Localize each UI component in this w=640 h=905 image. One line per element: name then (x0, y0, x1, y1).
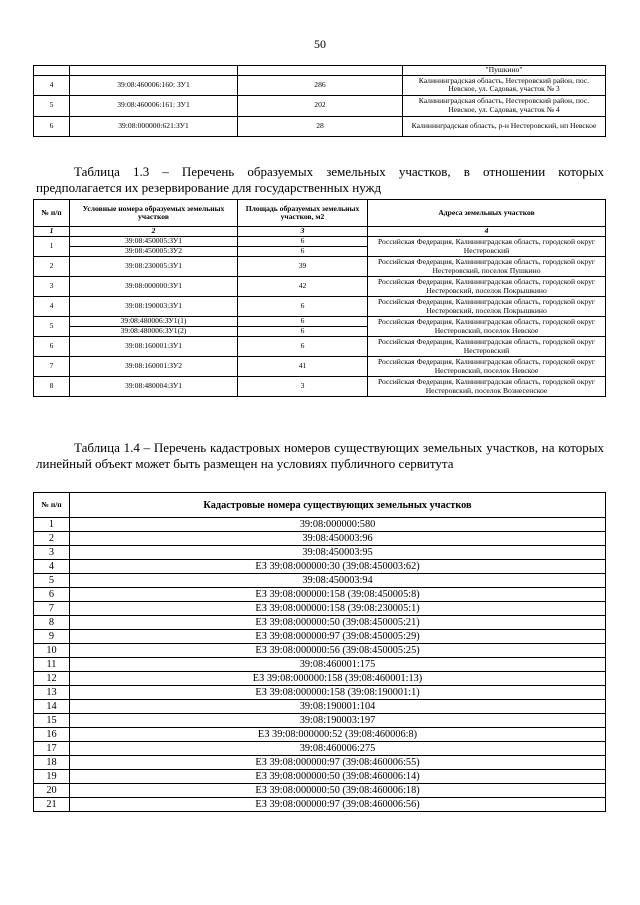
table-row (34, 756, 606, 770)
table-continuation-body (34, 66, 606, 137)
table-row (34, 116, 606, 136)
parcel-number: 39:08:450005:ЗУ2 (70, 247, 238, 257)
table-cell: 39:08:000000:621:ЗУ1 (70, 116, 238, 136)
parcel-address: Российская Федерация, Калининградская область, городской округ Нестеровский (368, 337, 606, 357)
table-row (34, 784, 606, 798)
table-cell: 28 (238, 116, 403, 136)
cadastral-number: ЕЗ 39:08:000000:97 (39:08:460006:55) (70, 756, 606, 770)
cadastral-number: 39:08:000000:580 (70, 518, 606, 532)
row-number: 7 (34, 602, 70, 616)
page-number: 50 (314, 37, 326, 51)
header-area: Площадь образуемых земельных участков, м2 (238, 200, 368, 227)
parcel-number: 39:08:480004:ЗУ1 (70, 377, 238, 397)
header-num: № п/п (34, 493, 70, 518)
table-row (34, 658, 606, 672)
cadastral-number: ЕЗ 39:08:000000:97 (39:08:460006:56) (70, 798, 606, 812)
colnum-1: 1 (34, 227, 70, 237)
table-row (34, 337, 606, 357)
parcel-address: Российская Федерация, Калининградская область, городской округ Нестеровский, поселок Невское (368, 357, 606, 377)
row-number: 7 (34, 357, 70, 377)
row-number: 17 (34, 742, 70, 756)
cadastral-number: ЕЗ 39:08:000000:30 (39:08:450003:62) (70, 560, 606, 574)
table-cell: 4 (34, 75, 70, 95)
table-row (34, 798, 606, 812)
cadastral-number: 39:08:450003:96 (70, 532, 606, 546)
parcel-area: 6 (238, 237, 368, 247)
parcel-area: 3 (238, 377, 368, 397)
table-row (34, 95, 606, 116)
table-row (34, 66, 606, 76)
cadastral-number: ЕЗ 39:08:000000:158 (39:08:230005:1) (70, 602, 606, 616)
row-number: 5 (34, 574, 70, 588)
table-row (34, 237, 606, 247)
parcel-number: 39:08:480006:ЗУ1(2) (70, 327, 238, 337)
cadastral-number: ЕЗ 39:08:000000:56 (39:08:450005:25) (70, 644, 606, 658)
table-row (34, 630, 606, 644)
row-number: 8 (34, 616, 70, 630)
table-row (34, 257, 606, 277)
header-cadastral: Кадастровые номера существующих земельных участков (70, 493, 606, 518)
table-cell: Калининградская область, р-н Нестеровский, нп Невское (403, 116, 606, 136)
cadastral-number: 39:08:460001:175 (70, 658, 606, 672)
table-row (34, 277, 606, 297)
table-row (34, 518, 606, 532)
row-number: 4 (34, 297, 70, 317)
parcel-area: 6 (238, 337, 368, 357)
colnum-4: 4 (368, 227, 606, 237)
parcel-address: Российская Федерация, Калининградская область, городской округ Нестеровский, поселок Вознесенское (368, 377, 606, 397)
parcel-number: 39:08:190003:ЗУ1 (70, 297, 238, 317)
parcel-address: Российская Федерация, Калининградская область, городской округ Нестеровский, поселок Пушкино (368, 257, 606, 277)
table-1-3-caption-text: Таблица 1.3 – Перечень образуемых земельных участков, в отношении которых предполагается их резервирование для государственных нужд (36, 164, 604, 195)
table-row (34, 377, 606, 397)
row-number: 13 (34, 686, 70, 700)
row-number: 8 (34, 377, 70, 397)
cadastral-number: 39:08:190001:104 (70, 700, 606, 714)
row-number: 19 (34, 770, 70, 784)
parcel-area: 6 (238, 247, 368, 257)
table-row (34, 574, 606, 588)
table-row (34, 546, 606, 560)
cadastral-number: ЕЗ 39:08:000000:158 (39:08:190001:1) (70, 686, 606, 700)
table-1-4-caption-text: Таблица 1.4 – Перечень кадастровых номеров существующих земельных участков, на которых линейный объект может быть размещен на условиях публичного сервитута (36, 440, 604, 471)
row-number: 2 (34, 257, 70, 277)
table-cell: 39:08:460006:161: ЗУ1 (70, 95, 238, 116)
cadastral-number: 39:08:460006:275 (70, 742, 606, 756)
header-address: Адреса земельных участков (368, 200, 606, 227)
parcel-number: 39:08:450005:ЗУ1 (70, 237, 238, 247)
row-number: 3 (34, 546, 70, 560)
row-number: 12 (34, 672, 70, 686)
table-cell (238, 66, 403, 76)
table-1-4 (33, 492, 606, 812)
cadastral-number: ЕЗ 39:08:000000:50 (39:08:460006:18) (70, 784, 606, 798)
row-number: 15 (34, 714, 70, 728)
table-cell: Калининградская область, Нестеровский район, пос. Невское, ул. Садовая, участок № 3 (403, 75, 606, 95)
cadastral-number: 39:08:450003:95 (70, 546, 606, 560)
table-1-4-caption (36, 440, 604, 472)
parcel-area: 41 (238, 357, 368, 377)
row-number: 11 (34, 658, 70, 672)
cadastral-number: ЕЗ 39:08:000000:50 (39:08:460006:14) (70, 770, 606, 784)
row-number: 1 (34, 518, 70, 532)
table-1-3-header-row (34, 200, 606, 227)
cadastral-number: ЕЗ 39:08:000000:52 (39:08:460006:8) (70, 728, 606, 742)
parcel-number: 39:08:160001:ЗУ2 (70, 357, 238, 377)
colnum-2: 2 (70, 227, 238, 237)
table-row (34, 700, 606, 714)
table-row (34, 602, 606, 616)
parcel-area: 6 (238, 317, 368, 327)
row-number: 16 (34, 728, 70, 742)
table-row (34, 644, 606, 658)
table-cell: 6 (34, 116, 70, 136)
parcel-number: 39:08:160001:ЗУ1 (70, 337, 238, 357)
row-number: 21 (34, 798, 70, 812)
table-row (34, 297, 606, 317)
table-row (34, 560, 606, 574)
parcel-address: Российская Федерация, Калининградская область, городской округ Нестеровский, поселок Покрышкино (368, 277, 606, 297)
table-1-3-colnum-row (34, 227, 606, 237)
row-number: 18 (34, 756, 70, 770)
cadastral-number: 39:08:450003:94 (70, 574, 606, 588)
table-row (34, 532, 606, 546)
table-cell: "Пушкино" (403, 66, 606, 76)
table-cell: 202 (238, 95, 403, 116)
parcel-number: 39:08:000000:ЗУ1 (70, 277, 238, 297)
parcel-address: Российская Федерация, Калининградская область, городской округ Нестеровский (368, 237, 606, 257)
table-1-3-body (34, 237, 606, 397)
table-row (34, 357, 606, 377)
parcel-area: 42 (238, 277, 368, 297)
table-cell (34, 66, 70, 76)
table-row (34, 770, 606, 784)
parcel-number: 39:08:480006:ЗУ1(1) (70, 317, 238, 327)
row-number: 5 (34, 317, 70, 337)
parcel-area: 6 (238, 327, 368, 337)
row-number: 14 (34, 700, 70, 714)
row-number: 2 (34, 532, 70, 546)
table-1-4-header-row (34, 493, 606, 518)
table-row (34, 616, 606, 630)
cadastral-number: ЕЗ 39:08:000000:158 (39:08:460001:13) (70, 672, 606, 686)
parcel-address: Российская Федерация, Калининградская область, городской округ Нестеровский, поселок Невское (368, 317, 606, 337)
colnum-3: 3 (238, 227, 368, 237)
table-1-4-body (34, 518, 606, 812)
table-1-3-caption (36, 164, 604, 196)
table-1-3 (33, 199, 606, 397)
table-cell: 286 (238, 75, 403, 95)
row-number: 10 (34, 644, 70, 658)
table-row (34, 742, 606, 756)
cadastral-number: ЕЗ 39:08:000000:158 (39:08:450005:8) (70, 588, 606, 602)
row-number: 20 (34, 784, 70, 798)
parcel-area: 6 (238, 297, 368, 317)
row-number: 1 (34, 237, 70, 257)
table-row (34, 588, 606, 602)
cadastral-number: 39:08:190003:197 (70, 714, 606, 728)
table-cell: 39:08:460006:160: ЗУ1 (70, 75, 238, 95)
table-cell (70, 66, 238, 76)
parcel-address: Российская Федерация, Калининградская область, городской округ Нестеровский, поселок Покрышкино (368, 297, 606, 317)
cadastral-number: ЕЗ 39:08:000000:50 (39:08:450005:21) (70, 616, 606, 630)
row-number: 6 (34, 337, 70, 357)
header-num: № п/п (34, 200, 70, 227)
table-cell: 5 (34, 95, 70, 116)
row-number: 6 (34, 588, 70, 602)
table-continuation (33, 65, 606, 137)
row-number: 3 (34, 277, 70, 297)
table-row (34, 672, 606, 686)
parcel-area: 39 (238, 257, 368, 277)
cadastral-number: ЕЗ 39:08:000000:97 (39:08:450005:29) (70, 630, 606, 644)
table-row (34, 714, 606, 728)
header-parcel: Условные номера образуемых земельных участков (70, 200, 238, 227)
table-cell: Калининградская область, Нестеровский район, пос. Невское, ул. Садовая, участок № 4 (403, 95, 606, 116)
table-row (34, 75, 606, 95)
parcel-number: 39:08:230005:ЗУ1 (70, 257, 238, 277)
table-row (34, 686, 606, 700)
row-number: 4 (34, 560, 70, 574)
table-row (34, 317, 606, 327)
row-number: 9 (34, 630, 70, 644)
table-row (34, 728, 606, 742)
